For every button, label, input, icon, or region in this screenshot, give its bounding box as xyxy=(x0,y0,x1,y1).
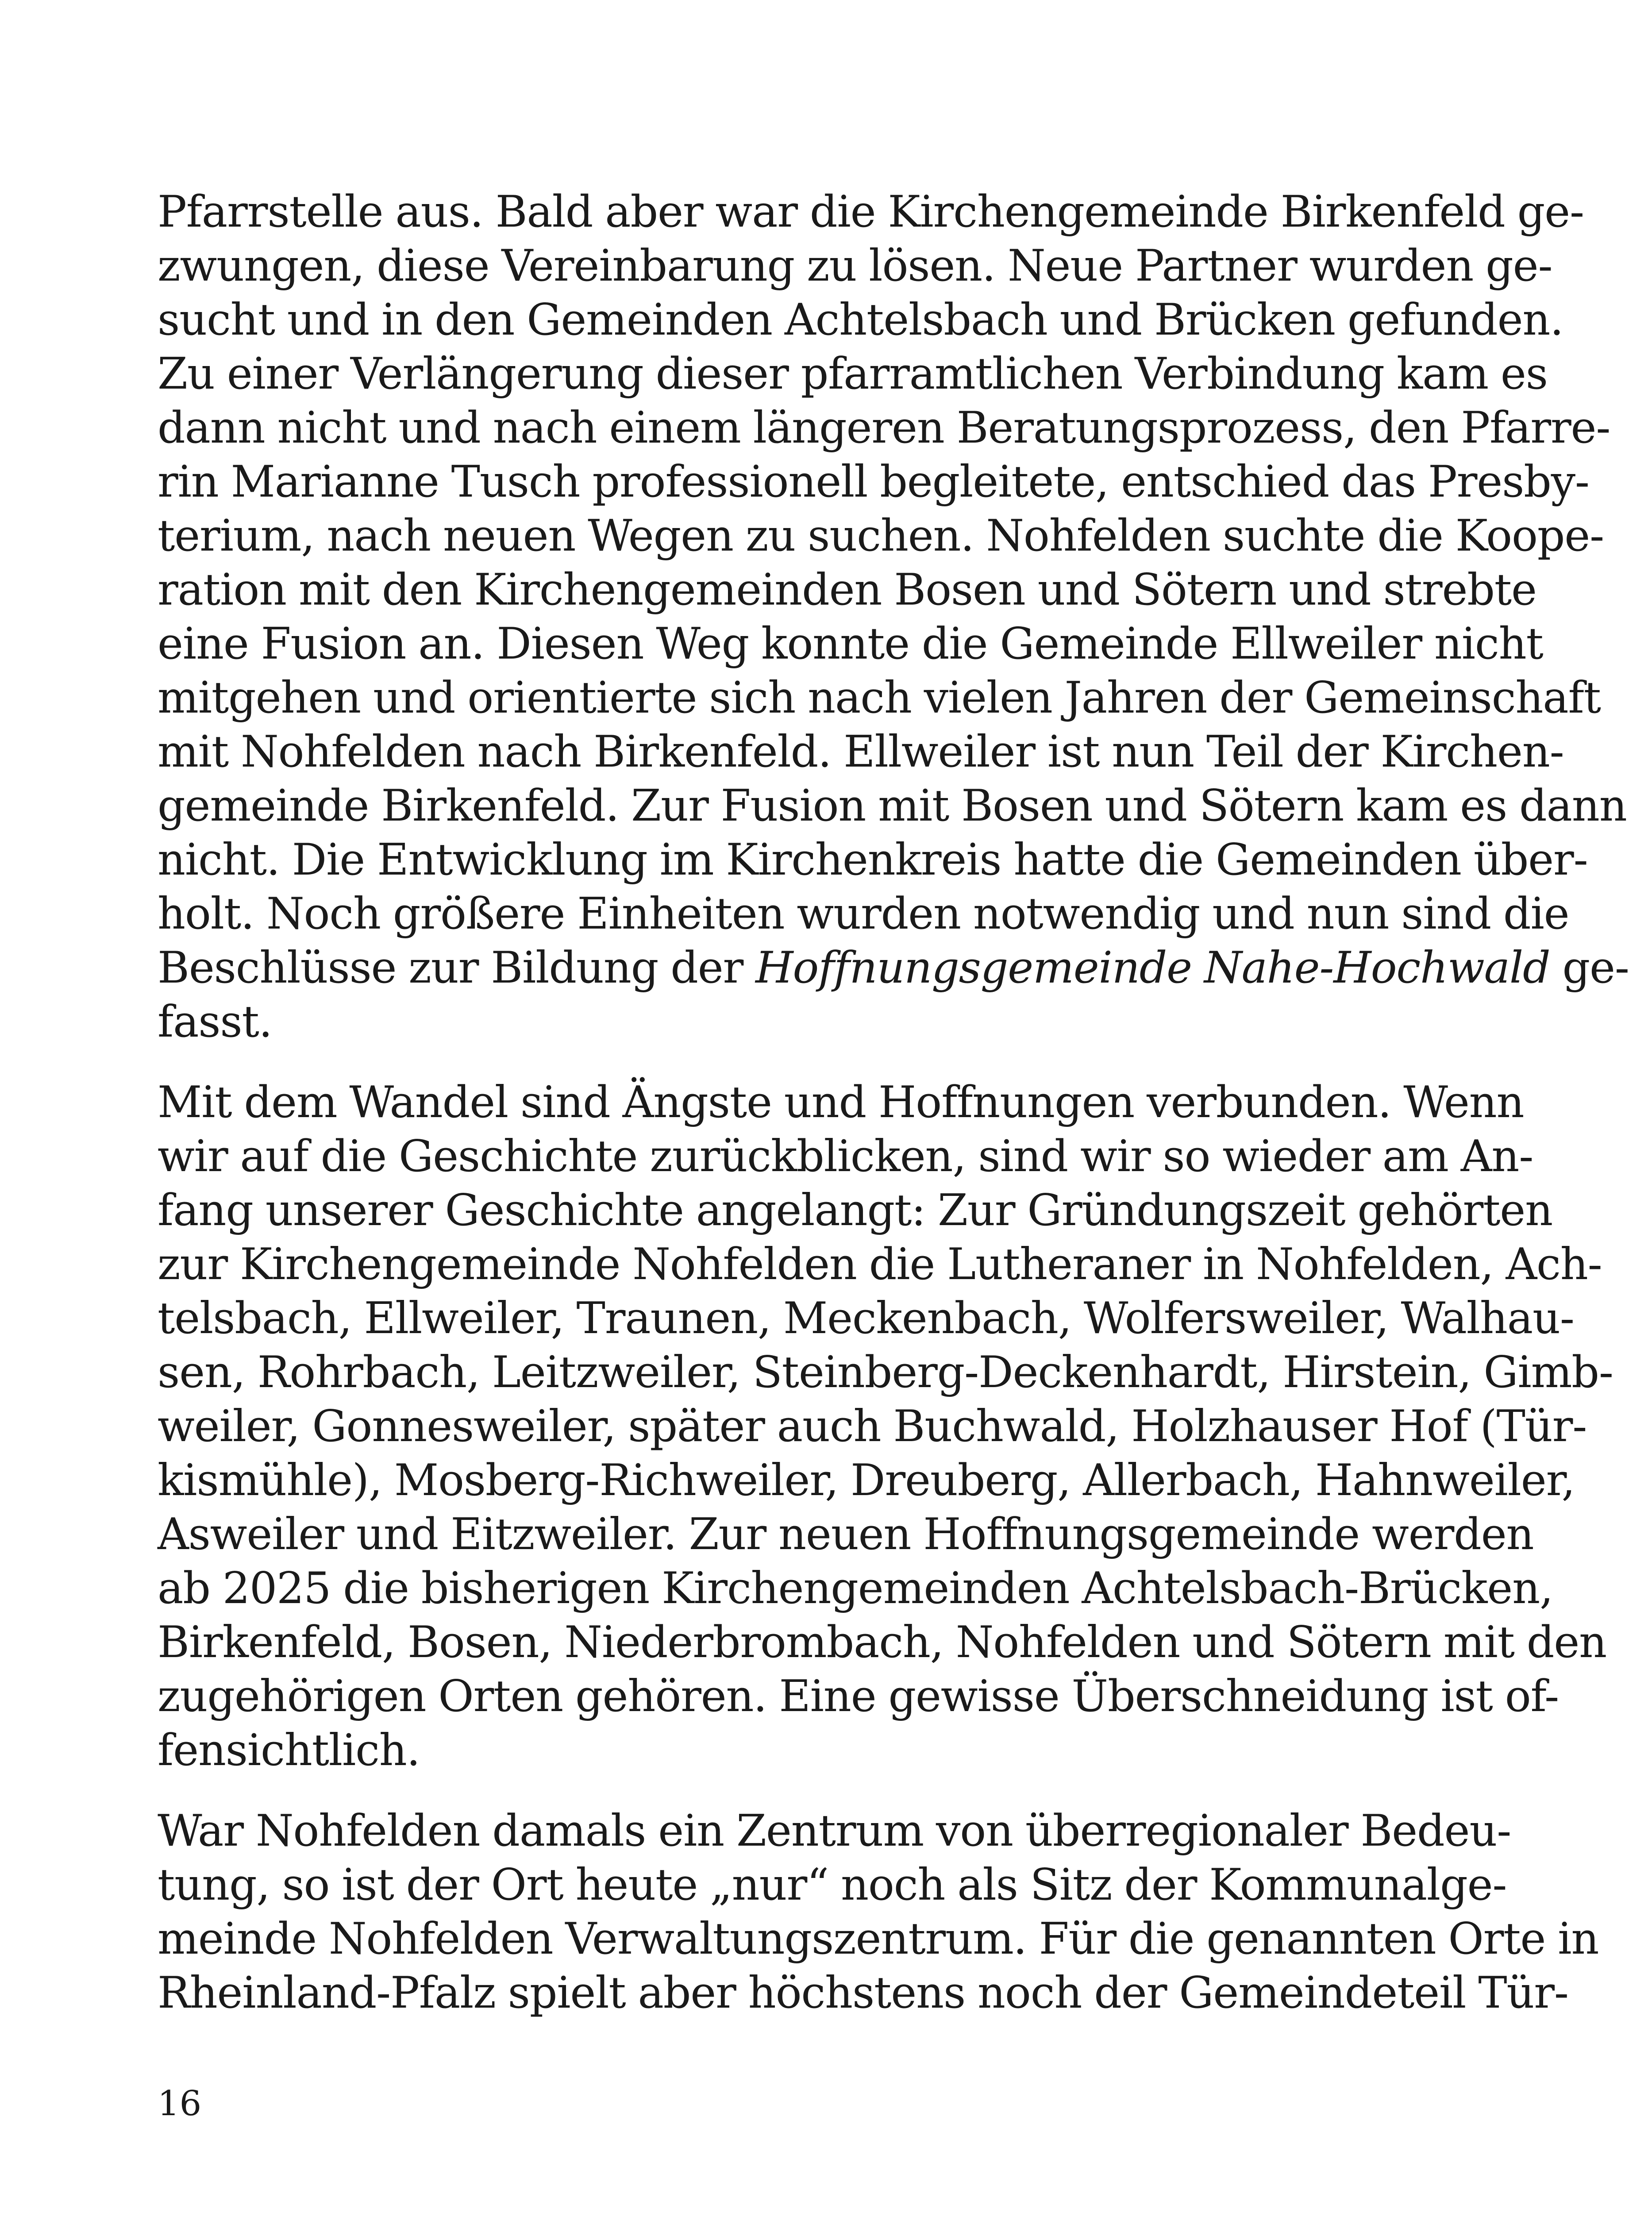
text-line: fang unserer Geschichte angelangt: Zur Gründungszeit gehörten xyxy=(158,1185,1553,1236)
text-line: Pfarrstelle aus. Bald aber war die Kirchengemeinde Birkenfeld ge- xyxy=(158,187,1584,237)
text-line-with-italic-title xyxy=(158,941,1629,995)
text-line: fasst. xyxy=(158,997,272,1047)
text-line: Zu einer Verlängerung dieser pfarramtlichen Verbindung kam es xyxy=(158,349,1548,399)
italic-title: Hoffnungsgemeinde Nahe-Hochwald xyxy=(755,943,1550,993)
text-line: Asweiler und Eitzweiler. Zur neuen Hoffnungsgemeinde werden xyxy=(158,1509,1534,1560)
page-number: 16 xyxy=(158,2084,202,2124)
text-segment: ge- xyxy=(1550,943,1629,993)
text-line: War Nohfelden damals ein Zentrum von überregionaler Bedeu- xyxy=(158,1806,1511,1856)
text-line: zur Kirchengemeinde Nohfelden die Lutheraner in Nohfelden, Ach- xyxy=(158,1239,1602,1290)
text-line: dann nicht und nach einem längeren Beratungsprozess, den Pfarre- xyxy=(158,403,1610,453)
text-line: zugehörigen Orten gehören. Eine gewisse Überschneidung ist of- xyxy=(158,1671,1559,1722)
text-line: fensichtlich. xyxy=(158,1725,420,1776)
text-line: rin Marianne Tusch professionell begleitete, entschied das Presby- xyxy=(158,457,1589,507)
paragraph-1 xyxy=(158,185,1629,1049)
text-line: telsbach, Ellweiler, Traunen, Meckenbach, Wolfersweiler, Walhau- xyxy=(158,1293,1574,1344)
text-line: mit Nohfelden nach Birkenfeld. Ellweiler ist nun Teil der Kirchen- xyxy=(158,727,1564,777)
text-line: zwungen, diese Vereinbarung zu lösen. Neue Partner wurden ge- xyxy=(158,241,1552,291)
paragraph-spacing xyxy=(158,1777,1463,1804)
text-line: Mit dem Wandel sind Ängste und Hoffnungen verbunden. Wenn xyxy=(158,1077,1524,1128)
text-line: terium, nach neuen Wegen zu suchen. Nohfelden suchte die Koope- xyxy=(158,511,1604,561)
text-line: ration mit den Kirchengemeinden Bosen und Sötern und strebte xyxy=(158,565,1536,615)
text-line: mitgehen und orientierte sich nach vielen Jahren der Gemeinschaft xyxy=(158,673,1601,723)
text-line: weiler, Gonnesweiler, später auch Buchwald, Holzhauser Hof (Tür- xyxy=(158,1401,1587,1452)
text-line: holt. Noch größere Einheiten wurden notwendig und nun sind die xyxy=(158,889,1569,939)
text-line: sen, Rohrbach, Leitzweiler, Steinberg-Deckenhardt, Hirstein, Gimb- xyxy=(158,1347,1613,1398)
paragraph-2 xyxy=(158,1076,1613,1777)
text-line: sucht und in den Gemeinden Achtelsbach und Brücken gefunden. xyxy=(158,295,1563,345)
text-line: gemeinde Birkenfeld. Zur Fusion mit Bosen und Sötern kam es dann xyxy=(158,781,1627,831)
text-line: kismühle), Mosberg-Richweiler, Dreuberg, Allerbach, Hahnweiler, xyxy=(158,1455,1575,1506)
text-line: wir auf die Geschichte zurückblicken, sind wir so wieder am An- xyxy=(158,1131,1533,1182)
text-segment: Beschlüsse zur Bildung der xyxy=(158,943,756,993)
paragraph-spacing xyxy=(158,1049,1463,1076)
text-line: eine Fusion an. Diesen Weg konnte die Gemeinde Ellweiler nicht xyxy=(158,619,1543,669)
text-line: Birkenfeld, Bosen, Niederbrombach, Nohfelden und Sötern mit den xyxy=(158,1617,1606,1668)
text-line: ab 2025 die bisherigen Kirchengemeinden Achtelsbach-Brücken, xyxy=(158,1563,1553,1614)
body-text xyxy=(158,185,1629,2020)
text-line: nicht. Die Entwicklung im Kirchenkreis hatte die Gemeinden über- xyxy=(158,835,1588,885)
paragraph-3 xyxy=(158,1804,1599,2020)
text-line: Rheinland-Pfalz spielt aber höchstens noch der Gemeindeteil Tür- xyxy=(158,1968,1568,2018)
text-line: tung, so ist der Ort heute „nur“ noch als Sitz der Kommunalge- xyxy=(158,1860,1507,1910)
text-line: meinde Nohfelden Verwaltungszentrum. Für die genannten Orte in xyxy=(158,1914,1599,1964)
